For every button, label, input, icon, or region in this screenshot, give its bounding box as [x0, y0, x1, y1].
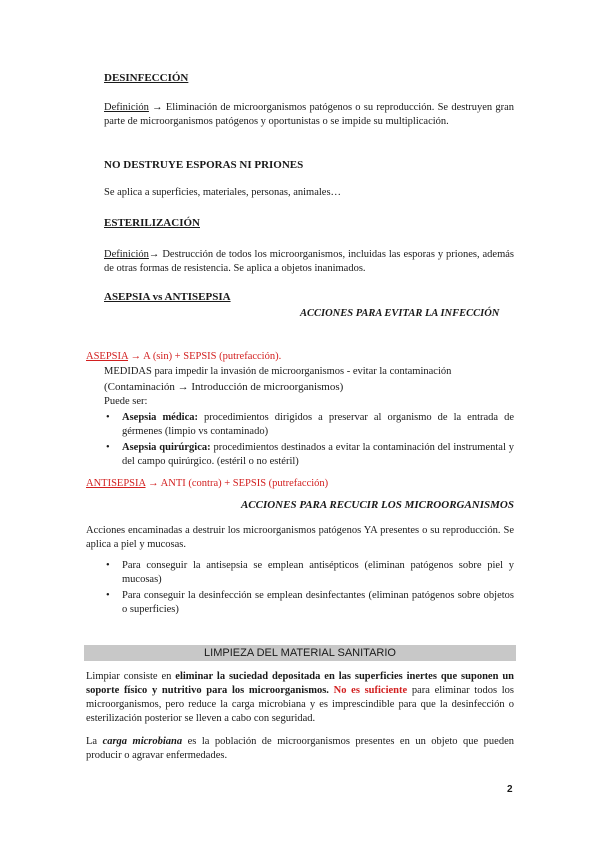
antisepsia-description: Acciones encaminadas a destruir los microorganismos patógenos YA presentes o su reproducción. Se aplica a piel y mucosas.	[86, 525, 514, 550]
puede-ser-label: Puede ser:	[104, 396, 148, 407]
definition-extra: Se destruyen gran parte de microorganismos patógenos y oportunistas o se impide su multiplicación.	[104, 102, 515, 127]
definition-label: Definición	[104, 249, 149, 260]
acciones-evitar-heading: ACCIONES PARA EVITAR LA INFECCIÓN	[300, 308, 500, 319]
carga-text-c: es la población de microorganismos presentes en un objeto que pueden producir o agravar enfermedades.	[86, 736, 515, 761]
limpieza-paragraph	[86, 670, 514, 726]
asepsia-list	[104, 411, 514, 469]
esterilizacion-definition	[104, 248, 514, 276]
antisepsia-heading	[86, 478, 328, 489]
asepsia-word: ASEPSIA	[86, 351, 129, 362]
limpieza-section-bar: LIMPIEZA DEL MATERIAL SANITARIO	[84, 645, 516, 661]
carga-microbiana-term: carga microbiana	[102, 736, 183, 747]
item-term: Asepsia médica:	[122, 412, 199, 423]
esterilizacion-title: ESTERILIZACIÓN	[104, 217, 200, 229]
item-text: procedimientos destinados a evitar la contaminación del instrumental y del campo quirúrgico. (estéril o no estéril)	[122, 442, 514, 467]
definition-text: Destrucción de todos los microorganismos, incluidas las esporas y priones, además de otras formas de resistencia. Se aplica a objetos inanimados.	[104, 249, 514, 274]
desinfeccion-definition	[104, 101, 514, 129]
carga-text-a: La	[86, 736, 103, 747]
limpieza-text-d: para eliminar todos los microorganismos, pero reduce la carga microbiana y es imprescindible para que la desinfección o esterilización posterior se lleven a cabo con seguridad.	[86, 685, 515, 724]
asepsia-etymology: → A (sin) + SEPSIS (putrefacción).	[130, 351, 282, 362]
page-number: 2	[507, 784, 513, 795]
asepsia-medidas: MEDIDAS para impedir la invasión de microorganismos - evitar la contaminación	[104, 366, 452, 377]
limpieza-text-a: Limpiar consiste en	[86, 671, 176, 682]
arrow: →	[152, 102, 163, 113]
arrow: →	[148, 249, 160, 260]
list-item	[104, 441, 514, 469]
carga-microbiana-paragraph	[86, 735, 514, 763]
item-term: Asepsia quirúrgica:	[122, 442, 211, 453]
contaminacion-note: (Contaminación → Introducción de microorganismos)	[104, 381, 344, 393]
list-item: • Para conseguir la desinfección se emplean desinfectantes (eliminan patógenos sobre objetos o superficies)	[104, 589, 514, 617]
list-item: • Para conseguir la antisepsia se emplean antisépticos (eliminan patógenos sobre piel y mucosas)	[104, 559, 514, 587]
list-item	[104, 411, 514, 439]
asepsia-vs-title: ASEPSIA vs ANTISEPSIA	[104, 291, 231, 303]
asepsia-heading	[86, 351, 281, 362]
acciones-reducir-heading: ACCIONES PARA RECUCIR LOS MICROORGANISMOS	[240, 499, 514, 511]
definition-text: Eliminación de microorganismos patógenos o su reproducción.	[165, 102, 435, 113]
desinfeccion-aplica: Se aplica a superficies, materiales, personas, animales…	[104, 187, 342, 198]
definition-label: Definición	[104, 102, 149, 113]
antisepsia-etymology: → ANTI (contra) + SEPSIS (putrefacción)	[148, 478, 329, 489]
limpieza-bold: eliminar la suciedad depositada en las superficies inertes que suponen un soporte físico y nutritivo para los microorganismos.	[86, 671, 515, 696]
no-destruye-note: NO DESTRUYE ESPORAS NI PRIONES	[104, 159, 304, 171]
antisepsia-list	[104, 559, 514, 617]
no-es-suficiente: No es suficiente	[333, 685, 408, 696]
item-text: procedimientos dirigidos a preservar al organismo de la entrada de gérmenes (limpio vs contaminado)	[122, 412, 514, 437]
antisepsia-word: ANTISEPSIA	[86, 478, 146, 489]
desinfeccion-title: DESINFECCIÓN	[104, 72, 189, 84]
